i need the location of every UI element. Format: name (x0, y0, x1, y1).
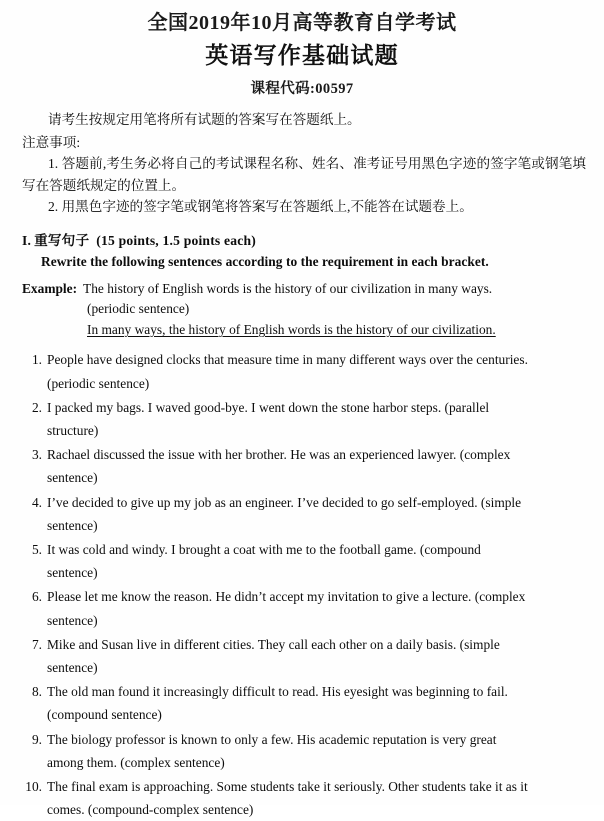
question-bracket: sentence) (47, 565, 98, 581)
example-block (22, 279, 586, 341)
question-text: People have designed clocks that measure time in many different ways over the centuries. (47, 352, 528, 368)
section-one (22, 231, 586, 821)
example-bracket: (periodic sentence) (87, 301, 190, 317)
section-points: (15 points, 1.5 points each) (96, 232, 256, 248)
question-body (47, 491, 586, 537)
question-text: The final exam is approaching. Some students take it seriously. Other students take it as it (47, 779, 528, 794)
question-text: It was cold and windy. I brought a coat with me to the football game. (compound (47, 541, 481, 557)
question-item (22, 775, 586, 821)
pen-notice: 请考生按规定用笔将所有试题的答案写在答题纸上。 (48, 112, 361, 128)
question-text: The biology professor is known to only a few. His academic reputation is very great (47, 731, 497, 747)
question-item (22, 396, 586, 442)
question-number: 7. (31, 636, 42, 652)
example-answer-text: In many ways, the history of English words is the history of our civilization. (87, 321, 496, 337)
question-text: I packed my bags. I waved good-bye. I went down the stone harbor steps. (parallel (47, 399, 490, 415)
exam-session-title: 全国2019年10月高等教育自学考试 (147, 12, 457, 34)
question-number: 6. (31, 589, 42, 605)
question-item (22, 348, 586, 394)
question-list (22, 348, 586, 821)
section-subtitle: Rewrite the following sentences according to the requirement in each bracket. (41, 253, 489, 269)
question-text: Please let me know the reason. He didn’t accept my invitation to give a lecture. (complex (47, 589, 526, 605)
question-bracket: (periodic sentence) (47, 375, 150, 391)
question-bracket: structure) (47, 422, 99, 438)
question-number: 5. (31, 541, 42, 557)
question-body (47, 633, 586, 679)
question-bracket: sentence) (47, 612, 98, 628)
section-title-cn: 重写句子 (34, 232, 90, 248)
example-main-row (22, 279, 586, 300)
question-body (47, 538, 586, 584)
question-bracket: sentence) (47, 517, 98, 533)
question-item (22, 633, 586, 679)
notice-heading: 注意事项: (22, 135, 81, 151)
question-bracket: among them. (complex sentence) (47, 754, 225, 770)
question-item (22, 538, 586, 584)
question-bracket: sentence) (47, 470, 98, 486)
question-body (47, 775, 586, 821)
question-body (47, 728, 586, 774)
question-text: Mike and Susan live in different cities. They call each other on a daily basis. (simple (47, 636, 500, 652)
question-item (22, 585, 586, 631)
page-title: 英语写作基础试题 (205, 43, 399, 68)
notice-item-1: 1. 答题前,考生务必将自己的考试课程名称、姓名、准考证号用黑色字迹的签字笔或钢笔填写在答题纸规定的位置上。 (22, 156, 586, 193)
question-bracket: comes. (compound-complex sentence) (47, 802, 254, 818)
question-number: 9. (31, 731, 42, 747)
question-body (47, 680, 586, 726)
question-body (47, 443, 586, 489)
question-item (22, 443, 586, 489)
question-bracket: sentence) (47, 659, 98, 675)
question-text: Rachael discussed the issue with her brother. He was an experienced lawyer. (complex (47, 447, 511, 463)
question-body (47, 348, 586, 394)
example-sentence: The history of English words is the history of our civilization in many ways. (83, 280, 493, 296)
question-item (22, 728, 586, 774)
question-number: 4. (31, 494, 42, 510)
question-bracket: (compound sentence) (47, 707, 162, 723)
question-number: 3. (31, 447, 42, 463)
section-number: I. (22, 232, 32, 248)
section-heading (22, 231, 586, 251)
notice-item-2: 2. 用黑色字迹的签字笔或钢笔将答案写在答题纸上,不能答在试题卷上。 (48, 199, 473, 215)
course-code: 课程代码:00597 (250, 81, 354, 98)
question-number: 2. (31, 399, 42, 415)
question-number: 10. (25, 779, 42, 794)
question-body (47, 585, 586, 631)
example-label: Example: (22, 280, 78, 296)
question-number: 8. (31, 684, 42, 700)
question-item (22, 680, 586, 726)
page-header (0, 0, 604, 98)
question-text: I’ve decided to give up my job as an engineer. I’ve decided to go self-employed. (simple (47, 494, 522, 510)
question-item (22, 491, 586, 537)
document-body (0, 109, 604, 821)
question-text: The old man found it increasingly difficult to read. His eyesight was beginning to fail. (47, 684, 508, 700)
question-number: 1. (31, 352, 42, 368)
example-answer (22, 320, 586, 341)
question-body (47, 396, 586, 442)
